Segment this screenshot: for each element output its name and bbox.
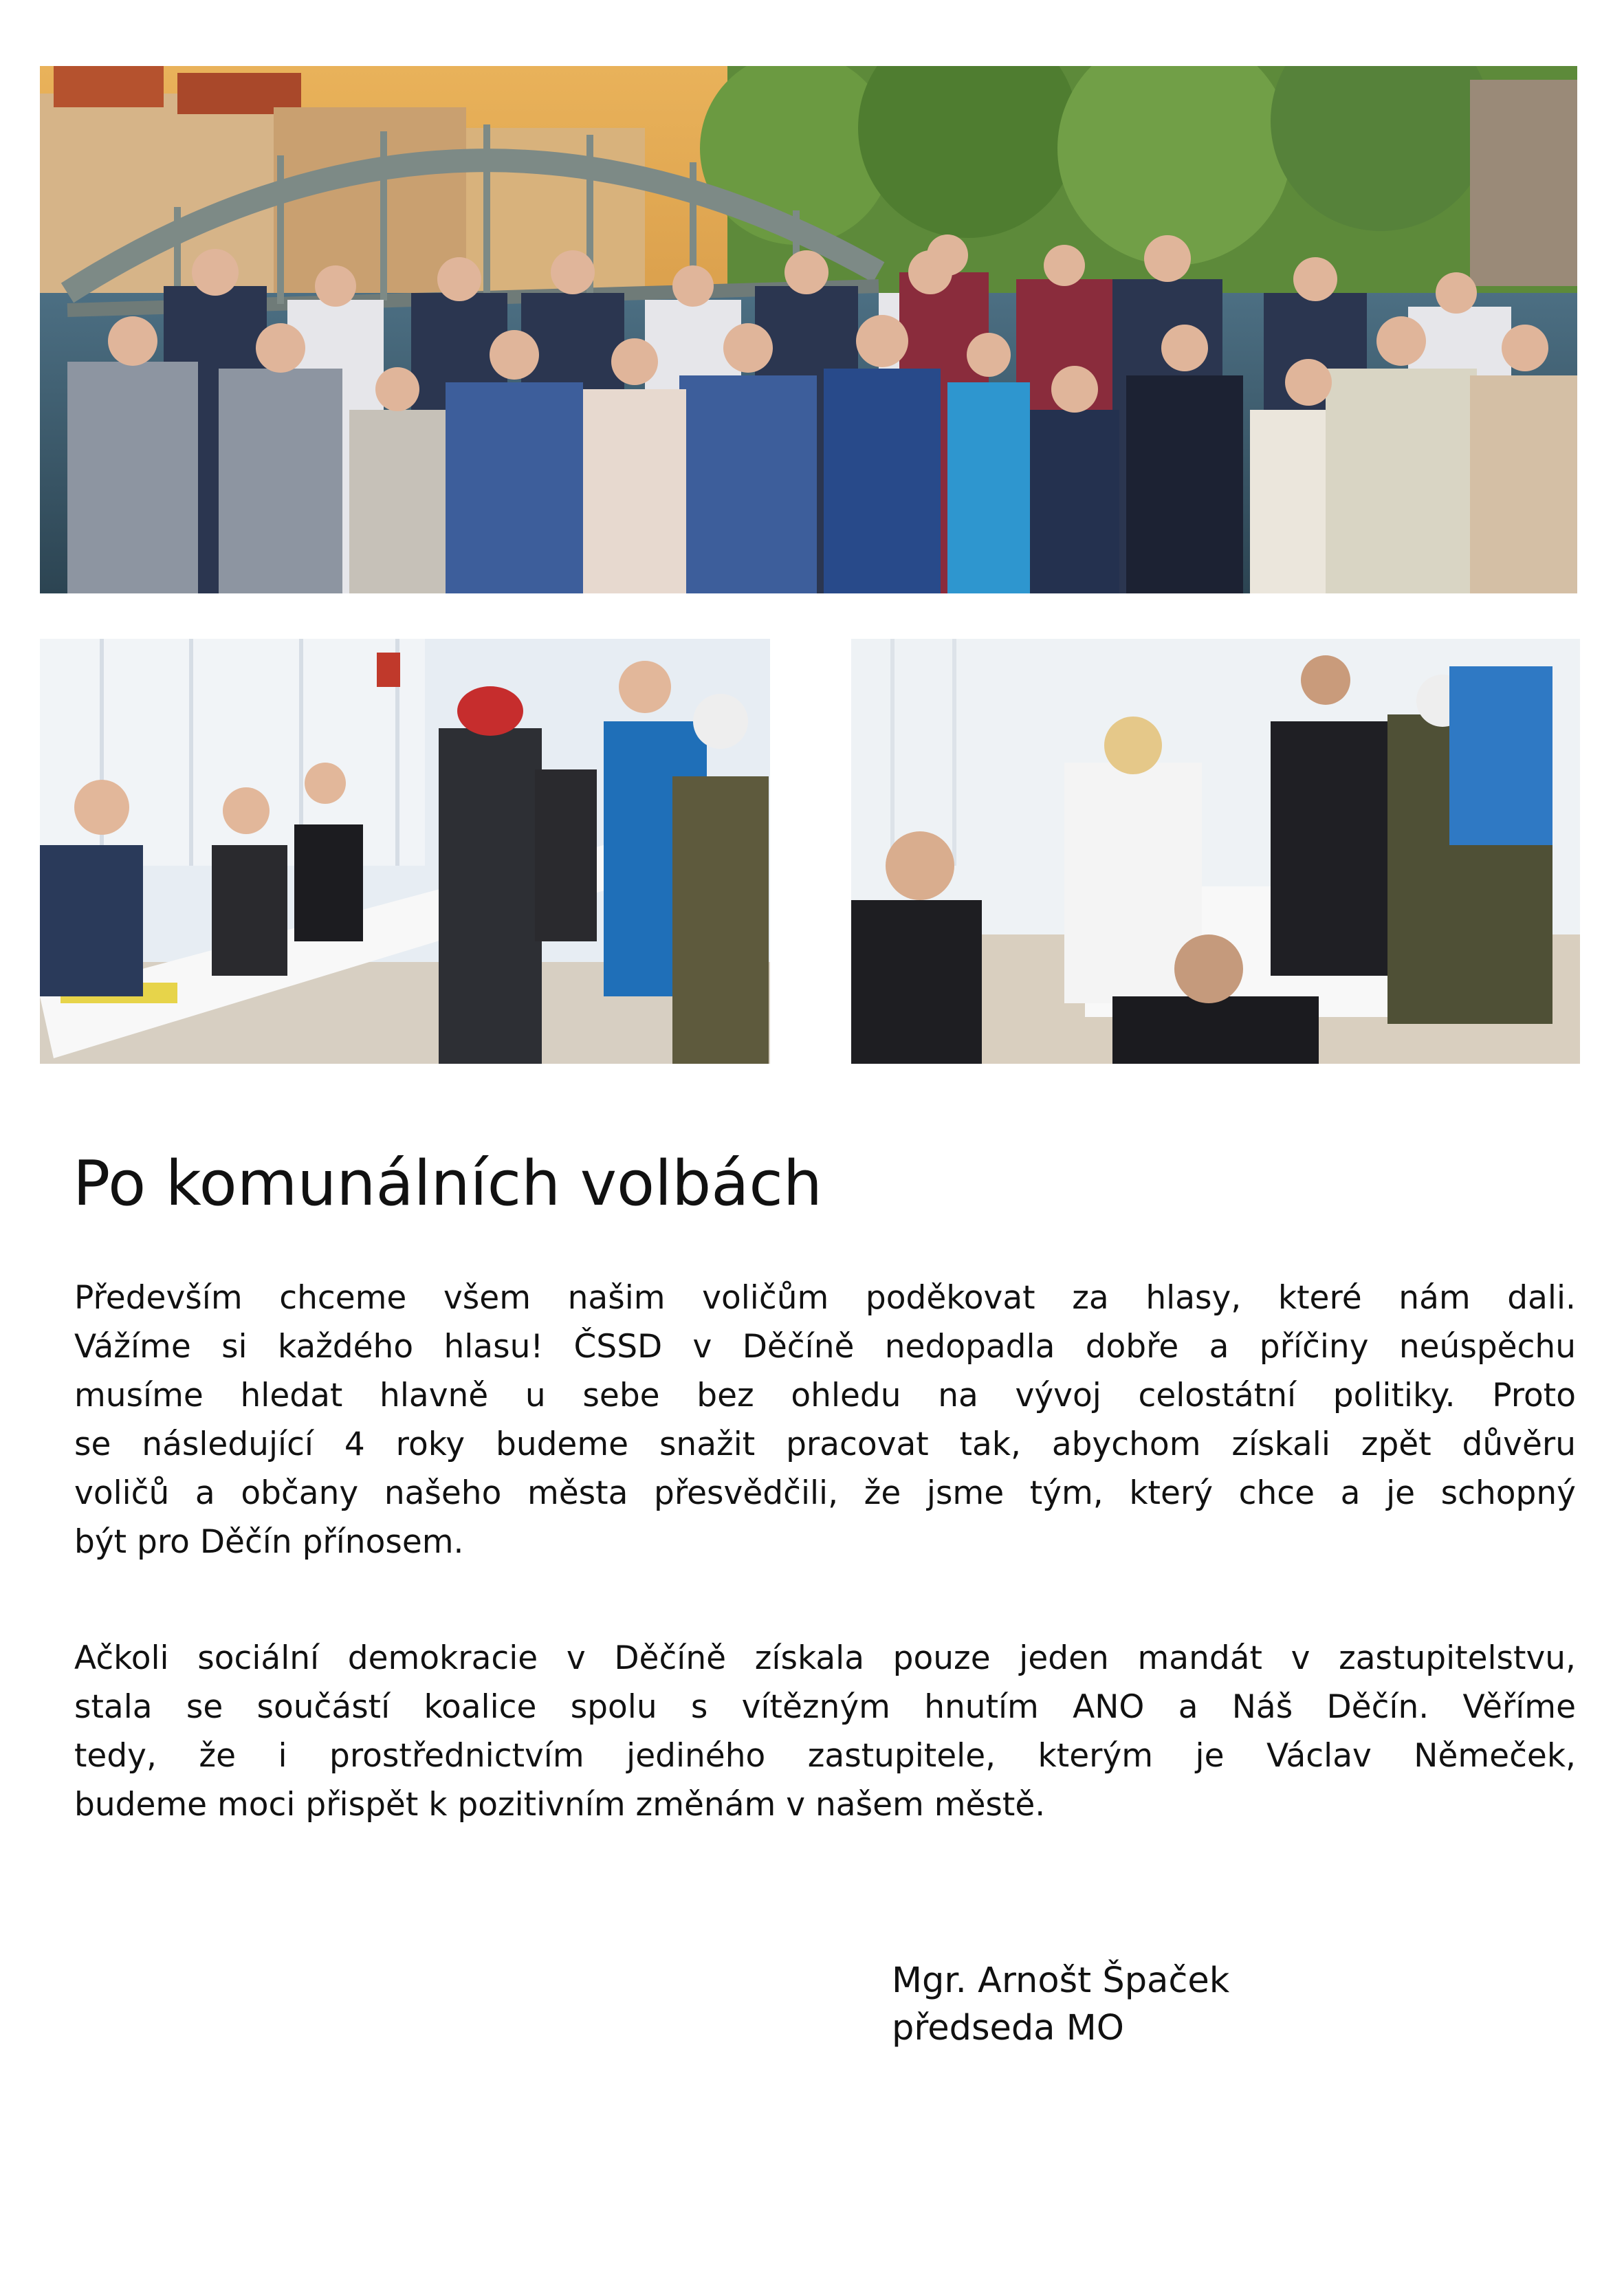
signature-block bbox=[892, 1957, 1229, 2052]
paragraph-line: Ačkoli sociální demokracie v Děčíně získala pouze jeden mandát v zastupitelstvu, bbox=[74, 1639, 1576, 1677]
paragraph-line: musíme hledat hlavně u sebe bez ohledu na vývoj celostátní politiky. Proto bbox=[74, 1377, 1576, 1414]
paragraph-line: být pro Děčín přínosem. bbox=[74, 1523, 464, 1561]
paragraph-line: Vážíme si každého hlasu! ČSSD v Děčíně nedopadla dobře a příčiny neúspěchu bbox=[74, 1328, 1576, 1366]
signature-role: předseda MO bbox=[892, 2008, 1124, 2048]
paragraph-line: se následující 4 roky budeme snažit pracovat tak, abychom získali zpět důvěru bbox=[74, 1425, 1576, 1463]
article-paragraph-1 bbox=[74, 1273, 1576, 1566]
group-photo-on-bridge bbox=[40, 66, 1577, 593]
polling-station-photo-2 bbox=[851, 639, 1580, 1064]
paragraph-line: tedy, že i prostřednictvím jediného zastupitele, kterým je Václav Němeček, bbox=[74, 1737, 1576, 1775]
paragraph-line: voličů a občany našeho města přesvědčili, že jsme tým, který chce a je schopný bbox=[74, 1474, 1576, 1512]
signature-name: Mgr. Arnošt Špaček bbox=[892, 1960, 1230, 2001]
article-title: Po komunálních volbách bbox=[73, 1148, 822, 1220]
article-paragraph-2 bbox=[74, 1634, 1576, 1829]
paragraph-line: budeme moci přispět k pozitivním změnám v našem městě. bbox=[74, 1786, 1046, 1824]
paragraph-line: stala se součástí koalice spolu s vítězným hnutím ANO a Náš Děčín. Věříme bbox=[74, 1688, 1576, 1726]
polling-station-photo-1 bbox=[40, 639, 770, 1064]
paragraph-line: Především chceme všem našim voličům poděkovat za hlasy, které nám dali. bbox=[74, 1279, 1576, 1317]
